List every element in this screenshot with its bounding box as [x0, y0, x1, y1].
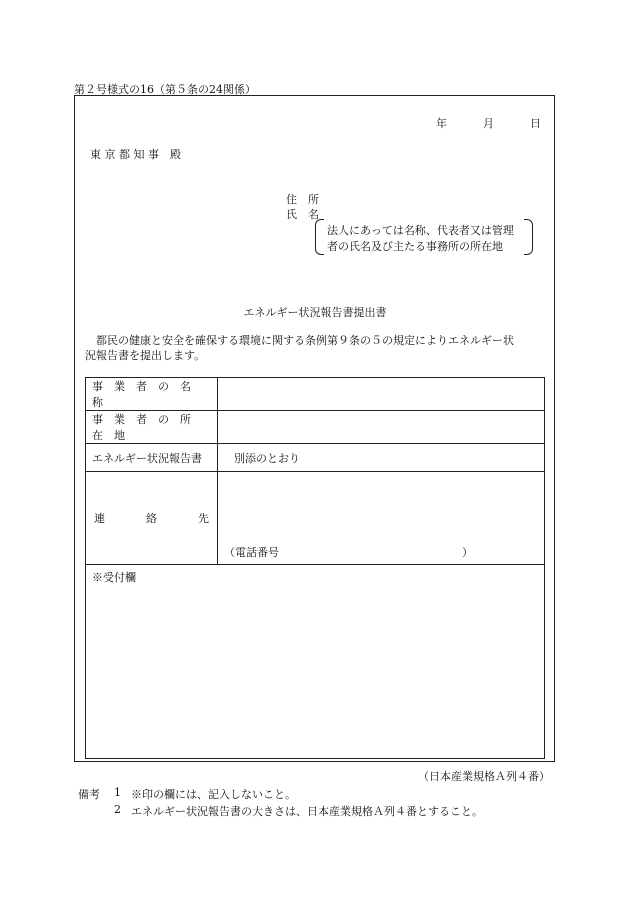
reception-field — [86, 565, 545, 759]
table-row — [86, 472, 545, 565]
contact-char-2: 絡 — [146, 512, 157, 525]
bracket-left — [315, 219, 324, 255]
page-title: エネルギー状況報告書提出書 — [243, 306, 387, 319]
date-day: 日 — [530, 117, 541, 130]
phone-label: （電話番号 — [224, 546, 279, 559]
note-2-text: エネルギー状況報告書の大きさは、日本産業規格Ａ列４番とすること。 — [131, 805, 483, 818]
business-name-label: 事 業 者 の 名 称 — [86, 378, 218, 411]
contact-label — [86, 472, 218, 565]
table-row — [86, 565, 545, 759]
form-number: 第２号様式の16（第５条の24関係） — [74, 83, 256, 96]
table-row — [86, 444, 545, 472]
form-table — [85, 377, 545, 759]
note-1-num: 1 — [114, 786, 121, 799]
report-value: 別添のとおり — [218, 444, 545, 472]
business-name-field[interactable] — [218, 378, 545, 411]
contact-char-1: 連 — [94, 512, 105, 525]
contact-char-3: 先 — [198, 512, 209, 525]
address-label: 住 所 — [286, 193, 319, 206]
body-line-1: 都民の健康と安全を確保する環境に関する条例第９条の５の規定によりエネルギー状 — [96, 334, 514, 347]
note-2-num: 2 — [114, 803, 121, 816]
note-line-2: 者の氏名及び主たる事務所の所在地 — [327, 240, 503, 253]
addressee: 東 京 都 知 事 殿 — [90, 148, 181, 161]
table-row — [86, 378, 545, 411]
paper-standard: （日本産業規格Ａ列４番） — [418, 770, 550, 783]
phone-close: ） — [462, 546, 473, 559]
applicant-note — [315, 219, 533, 255]
bracket-right — [524, 219, 533, 255]
name-label: 氏 名 — [286, 208, 319, 221]
notes-title: 備考 — [78, 788, 100, 801]
table-row — [86, 411, 545, 444]
date-year: 年 — [436, 117, 447, 130]
contact-field[interactable] — [218, 472, 545, 565]
business-address-label: 事 業 者 の 所 在 地 — [86, 411, 218, 444]
business-address-field[interactable] — [218, 411, 545, 444]
note-1-text: ※印の欄には、記入しないこと。 — [131, 788, 296, 801]
reception-label: ※受付欄 — [92, 571, 136, 584]
body-line-2: 況報告書を提出します。 — [85, 349, 206, 362]
note-line-1: 法人にあっては名称、代表者又は管理 — [327, 224, 514, 237]
date-month: 月 — [483, 117, 494, 130]
report-label: エネルギー状況報告書 — [86, 444, 218, 472]
